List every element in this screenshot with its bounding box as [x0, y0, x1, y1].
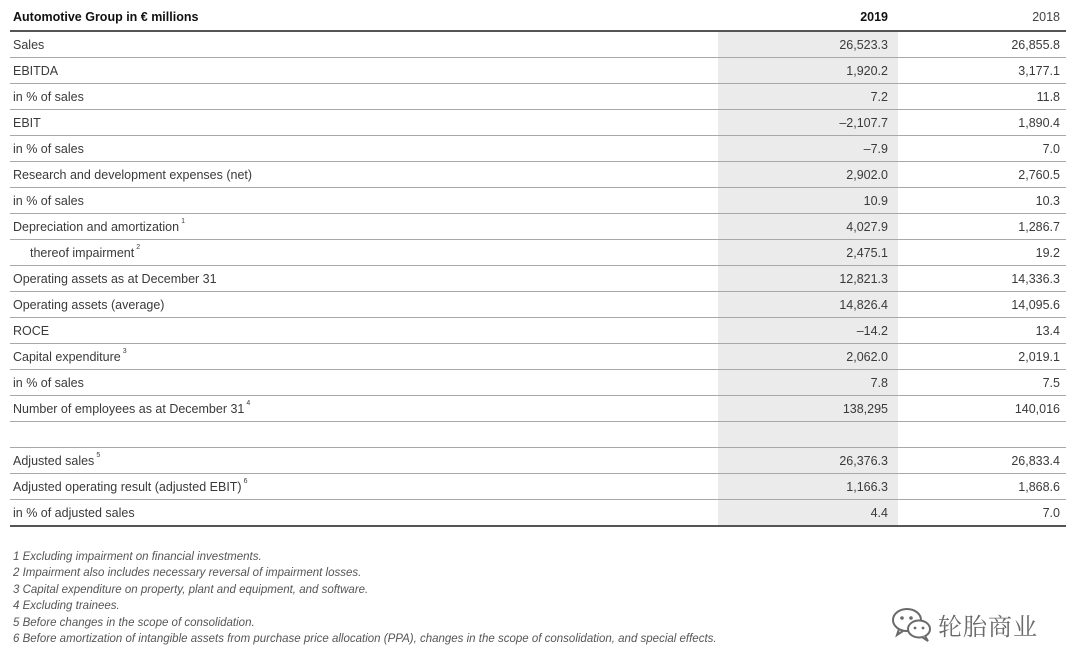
footnote-ref: 2 [136, 243, 141, 251]
row-label [10, 318, 718, 344]
row-label-text: Capital expenditure [13, 349, 121, 364]
table-title: Automotive Group in € millions [10, 4, 718, 31]
footnotes [13, 549, 717, 647]
row-label [10, 396, 718, 422]
value-2018: 26,855.8 [898, 31, 1066, 58]
row-label-text: in % of sales [13, 89, 84, 104]
row-label-text: in % of adjusted sales [13, 505, 135, 520]
table-row [10, 266, 1066, 292]
value-2018: 14,095.6 [898, 292, 1066, 318]
row-label [10, 214, 718, 240]
value-2018: 14,336.3 [898, 266, 1066, 292]
value-2019: 26,523.3 [718, 31, 898, 58]
value-2019: 138,295 [718, 396, 898, 422]
value-2018: 19.2 [898, 240, 1066, 266]
value-2019: 1,166.3 [718, 474, 898, 500]
wechat-icon [890, 604, 934, 644]
value-2018: 13.4 [898, 318, 1066, 344]
table-row [10, 344, 1066, 370]
table-header-row [10, 4, 1066, 31]
value-2019: 7.2 [718, 84, 898, 110]
row-label [10, 474, 718, 500]
value-2018: 7.5 [898, 370, 1066, 396]
footnote-ref: 5 [96, 451, 101, 459]
column-header-2019: 2019 [718, 4, 898, 31]
table-row [10, 162, 1066, 188]
automotive-group-table [10, 4, 1066, 527]
value-2018: 2,019.1 [898, 344, 1066, 370]
value-2018: 1,286.7 [898, 214, 1066, 240]
row-label-text: thereof impairment [30, 245, 135, 260]
value-2019: –2,107.7 [718, 110, 898, 136]
row-label [10, 110, 718, 136]
value-2019: –7.9 [718, 136, 898, 162]
row-label-text: Operating assets (average) [13, 297, 165, 312]
row-label [10, 188, 718, 214]
row-label [10, 422, 718, 448]
table-row [10, 240, 1066, 266]
value-2019: 2,062.0 [718, 344, 898, 370]
row-label-text: Research and development expenses (net) [13, 167, 253, 182]
row-label-text: EBITDA [13, 63, 59, 78]
value-2019: 12,821.3 [718, 266, 898, 292]
value-2018: 2,760.5 [898, 162, 1066, 188]
row-label-text: Sales [13, 37, 45, 52]
watermark [890, 604, 1038, 644]
value-2018: 7.0 [898, 136, 1066, 162]
row-label-text: in % of sales [13, 375, 84, 390]
row-label-text: Depreciation and amortization [13, 219, 180, 234]
value-2019: 26,376.3 [718, 448, 898, 474]
row-label-text: in % of sales [13, 193, 84, 208]
value-2019: 2,475.1 [718, 240, 898, 266]
table-row [10, 84, 1066, 110]
column-header-2018: 2018 [898, 4, 1066, 31]
row-label [10, 370, 718, 396]
value-2019: 4.4 [718, 500, 898, 527]
row-label-text: Operating assets as at December 31 [13, 271, 217, 286]
value-2019: 14,826.4 [718, 292, 898, 318]
value-2018: 26,833.4 [898, 448, 1066, 474]
row-label [10, 448, 718, 474]
table-row [10, 448, 1066, 474]
row-label [10, 266, 718, 292]
row-label-text: ROCE [13, 323, 50, 338]
footnote: 2 Impairment also includes necessary reversal of impairment losses. [13, 567, 362, 580]
footnote-ref: 4 [246, 399, 251, 407]
row-label [10, 240, 718, 266]
footnote: 3 Capital expenditure on property, plant and equipment, and software. [13, 583, 369, 596]
table-row [10, 188, 1066, 214]
row-label [10, 84, 718, 110]
value-2019: 4,027.9 [718, 214, 898, 240]
table-row [10, 396, 1066, 422]
value-2019: 7.8 [718, 370, 898, 396]
footnote: 4 Excluding trainees. [13, 600, 120, 613]
table-row [10, 318, 1066, 344]
row-label [10, 500, 718, 527]
row-label-text: in % of sales [13, 141, 84, 156]
row-label [10, 344, 718, 370]
footnote-ref: 3 [122, 347, 127, 355]
value-2018: 1,890.4 [898, 110, 1066, 136]
value-2019: 10.9 [718, 188, 898, 214]
footnote: 1 Excluding impairment on financial investments. [13, 551, 262, 563]
value-2018: 140,016 [898, 396, 1066, 422]
value-2019: –14.2 [718, 318, 898, 344]
row-label [10, 136, 718, 162]
row-label [10, 31, 718, 58]
table-row [10, 31, 1066, 58]
table-row [10, 58, 1066, 84]
table-row [10, 422, 1066, 448]
row-label-text: Adjusted sales [13, 453, 95, 468]
value-2018: 3,177.1 [898, 58, 1066, 84]
row-label-text: Number of employees as at December 31 [13, 401, 245, 416]
footnote: 5 Before changes in the scope of consolidation. [13, 616, 255, 629]
watermark-text: 轮胎商业 [938, 612, 1038, 641]
table-row [10, 214, 1066, 240]
value-2019 [718, 422, 898, 448]
financial-table-container [10, 4, 1066, 527]
row-label-text: Adjusted operating result (adjusted EBIT) [13, 479, 242, 494]
value-2019: 1,920.2 [718, 58, 898, 84]
value-2018: 10.3 [898, 188, 1066, 214]
row-label [10, 292, 718, 318]
value-2018: 11.8 [898, 84, 1066, 110]
table-row [10, 110, 1066, 136]
row-label [10, 58, 718, 84]
table-row [10, 136, 1066, 162]
footnote: 6 Before amortization of intangible assets from purchase price allocation (PPA), changes in the scope of consolidation, and special effects. [13, 632, 717, 645]
row-label [10, 162, 718, 188]
value-2019: 2,902.0 [718, 162, 898, 188]
table-row [10, 370, 1066, 396]
table-row [10, 500, 1066, 527]
footnote-ref: 6 [243, 477, 248, 485]
value-2018: 7.0 [898, 500, 1066, 527]
value-2018: 1,868.6 [898, 474, 1066, 500]
table-row [10, 292, 1066, 318]
footnote-ref: 1 [181, 217, 185, 225]
value-2018 [898, 422, 1066, 448]
table-row [10, 474, 1066, 500]
row-label-text: EBIT [13, 115, 41, 130]
